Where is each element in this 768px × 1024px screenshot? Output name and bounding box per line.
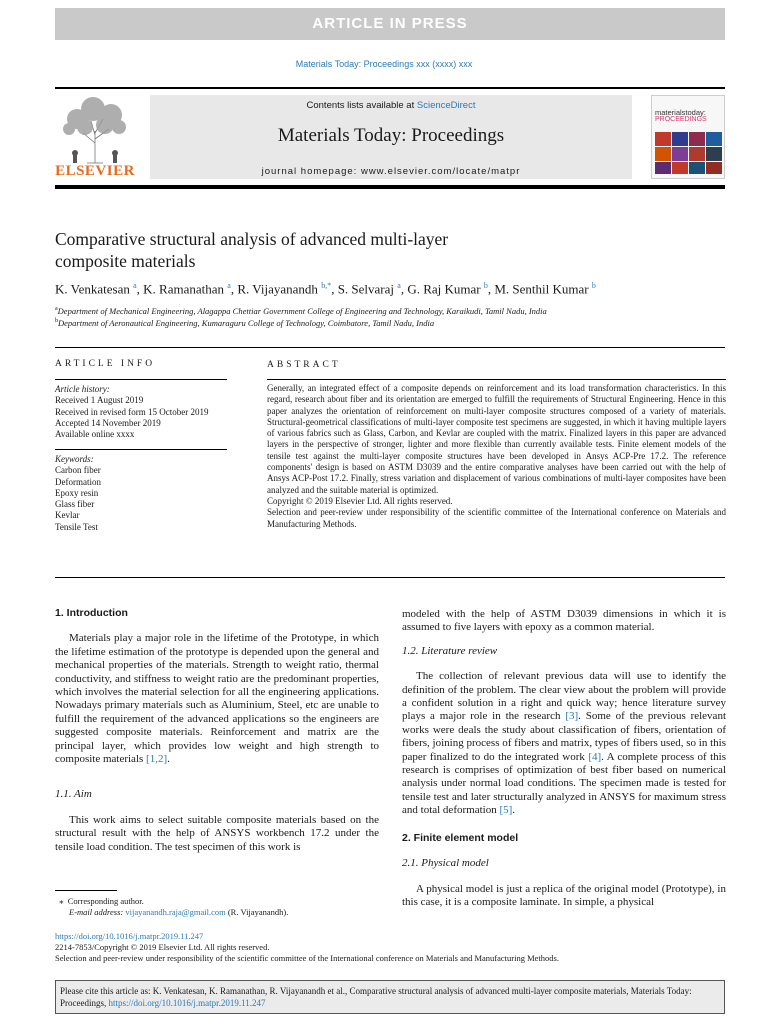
keyword: Tensile Test xyxy=(55,521,98,532)
paper-title-line-2: composite materials xyxy=(55,251,196,271)
citation-link[interactable]: [1,2] xyxy=(146,753,168,766)
lit-text: . Some of the previous relevant works were deals the study about classification of fibers, orientation of fibers, joining process of fibers and matrix, types of fibers used, so in this paper finalized to do the integrated work xyxy=(402,710,727,763)
section-heading-physical-model: 2.1. Physical model xyxy=(402,857,489,870)
keyword: Epoxy resin xyxy=(55,487,99,498)
citation-link[interactable]: [4] xyxy=(588,750,602,763)
abstract-text: Generally, an integrated effect of a composite depends on reinforcement and its load transformation characteristics. In this regard, research about fiber and its orientation are emerged to fulfill the requirements of Structural Engineering. Hence in this paper analyzes the orientation of reinforcement on multi-layer composite structures composed of a variety of materials. Structural-geometrical classifications of multi-layer composite test specimens are suggested, in which it having multiple layers of various fabrics such as Glass, Carbon, and Kevlar are coupled with the matrix. Finalized layers in this paper are advanced layers in the perspective of stronger, lighter and more flexible than currently available tests. Finite element models of the tensile test against the multi-layer composite structures have been developed in Ansys ACP-Pre 17.2. The reference components' design is based on ASTM D3039 and the entire comparative analyses have been carried out with the help of Ansys ACP-Post 17.2. Finally, stress variation and displacement of various combinations of multi-layer composites have been analyzed and the suitable material is optimized. xyxy=(267,383,726,495)
affiliation-text: Department of Aeronautical Engineering, Kumaraguru College of Technology, Coimbatore, Tamil Nadu, India xyxy=(58,318,435,328)
email-link[interactable]: vijayanandh.raja@gmail.com xyxy=(125,907,226,917)
citation-text: Please cite this article as: K. Venkatesan, K. Ramanathan, R. Vijayanandh et al., Comparative structural analysis of advanced multi-layer composite materials, Materials Today: Proceedings, xyxy=(60,986,692,1008)
author-affil-mark[interactable]: b xyxy=(591,281,596,290)
author[interactable]: R. Vijayanandh xyxy=(237,281,318,297)
section-heading-fem: 2. Finite element model xyxy=(402,831,519,844)
author-affil-mark[interactable]: b xyxy=(483,281,488,290)
author[interactable]: K. Venkatesan xyxy=(55,281,130,297)
section-heading-aim: 1.1. Aim xyxy=(55,788,92,801)
paper-title xyxy=(55,228,615,272)
article-history xyxy=(55,384,227,440)
cover-mosaic-icon xyxy=(652,96,725,179)
doi-line xyxy=(55,931,725,941)
author-affil-mark[interactable]: b,* xyxy=(321,281,332,290)
affiliation-mark: b xyxy=(55,318,58,325)
sciencedirect-link[interactable]: ScienceDirect xyxy=(416,100,476,111)
author-affil-mark[interactable]: a xyxy=(397,281,401,290)
masthead-center-panel xyxy=(150,95,632,179)
keywords-rule xyxy=(55,449,227,450)
affiliation-text: Department of Mechanical Engineering, Alagappa Chettiar Government College of Engineering and Technology, Karaikudi, Tamil Nadu, India xyxy=(57,306,547,316)
journal-cover-thumbnail[interactable] xyxy=(651,95,725,179)
journal-reference-link[interactable]: Materials Today: Proceedings xxx (xxxx) xxx xyxy=(295,59,473,69)
citation-link[interactable]: [3] xyxy=(565,710,579,723)
email-label: E-mail address: xyxy=(69,907,126,917)
masthead xyxy=(55,89,725,185)
history-item: Received 1 August 2019 xyxy=(55,395,144,406)
affiliation-a xyxy=(55,306,725,316)
cover-wordmark-1: materialstoday: xyxy=(655,108,706,117)
article-in-press-banner: ARTICLE IN PRESS xyxy=(55,8,725,40)
author-affil-mark[interactable]: a xyxy=(133,281,137,290)
left-column xyxy=(55,607,379,854)
email-owner: (R. Vijayanandh). xyxy=(225,907,289,917)
affiliation-b xyxy=(55,318,725,328)
keyword: Kevlar xyxy=(55,510,80,521)
history-item: Available online xxxx xyxy=(55,429,135,440)
author[interactable]: G. Raj Kumar xyxy=(407,281,481,297)
front-matter-end-rule xyxy=(55,577,725,578)
history-item: Accepted 14 November 2019 xyxy=(55,417,161,428)
lit-text: The collection of relevant previous data will use to identify the definition of the problem. The clear view about the problem will provide a confident solution in a right and quick way; hence literature survey plays a major role in the research xyxy=(402,670,726,723)
masthead-bottom-rule xyxy=(55,185,725,189)
citation-box xyxy=(55,980,725,1014)
intro-paragraph: Materials play a major role in the lifetime of the Prototype, in which the lifetime estimation of the prototype is depended upon the general and mechanical properties of the materials. Strength to weight ratio, thermal conductivity, and stiffness to weight ratio are the predominant properties, which involves the material selection for all the engineering applications. Nowadays primary materials such as Aluminium, Steel, etc are unable to fulfill the requirement of the advanced applications so the engineers are suggested composite materials. Reinforcement and matrix are the principal layer, which provides low weight and high strength to composite materials [1,2]. xyxy=(55,632,379,766)
history-item: Received in revised form 15 October 2019 xyxy=(55,406,209,417)
asterisk-mark: ⁎ xyxy=(55,896,68,906)
tree-icon xyxy=(55,93,135,165)
keywords xyxy=(55,454,227,533)
section-heading-literature-review: 1.2. Literature review xyxy=(402,644,498,657)
doi-link[interactable]: https://doi.org/10.1016/j.matpr.2019.11.247 xyxy=(55,931,204,941)
contents-prefix: Contents lists available at xyxy=(306,100,417,111)
aim-paragraph: This work aims to select suitable composite materials based on the structural result with the help of ANSYS workbench 17.2 under the tensile load condition. The test specimen of this work is xyxy=(55,813,379,853)
abstract-heading: ABSTRACT xyxy=(267,360,341,370)
cover-wordmark-2: PROCEEDINGS xyxy=(655,116,707,123)
author-list: K. Venkatesan $^a$, K. Ramanathan $^a$, R. Vijayanandh $^{b,*}$, S. Selvaraj $^a$, G. Raj Kumar $^b$, M. Senthil Kumar $^b$ xyxy=(55,281,596,297)
keyword: Glass fiber xyxy=(55,499,95,510)
abstract-copyright: Copyright © 2019 Elsevier Ltd. All rights reserved. xyxy=(267,495,453,506)
continued-paragraph: modeled with the help of ASTM D3039 dimensions in which it is assumed to five layers with epoxy as a common material. xyxy=(402,608,726,634)
email-note xyxy=(69,907,469,918)
journal-title: Materials Today: Proceedings xyxy=(277,125,505,146)
citation-doi-link[interactable]: https://doi.org/10.1016/j.matpr.2019.11.247 xyxy=(108,998,266,1008)
article-info-rule xyxy=(55,379,227,380)
corresponding-author-note xyxy=(55,896,455,907)
author[interactable]: K. Ramanathan xyxy=(143,281,225,297)
literature-paragraph xyxy=(402,670,726,817)
lit-text: . xyxy=(512,804,516,817)
article-info-heading: ARTICLE INFO xyxy=(55,359,156,369)
right-column xyxy=(402,608,726,909)
author-affil-mark[interactable]: a xyxy=(227,281,231,290)
peer-review-line: Selection and peer-review under responsibility of the scientific committee of the International conference on Materials and Manufacturing Methods. xyxy=(55,953,559,963)
abstract-rule xyxy=(267,379,726,380)
author[interactable]: M. Senthil Kumar xyxy=(494,281,589,297)
section-heading-introduction: 1. Introduction xyxy=(55,607,128,619)
author[interactable]: S. Selvaraj xyxy=(337,281,395,297)
elsevier-wordmark: ELSEVIER xyxy=(55,163,135,179)
corresponding-label: Corresponding author. xyxy=(67,896,144,906)
keyword: Carbon fiber xyxy=(55,465,101,476)
intro-text: Materials play a major role in the lifetime of the Prototype, in which the lifetime estimation of the prototype is depended upon the general and mechanical properties of the materials. Strength to weight ratio, thermal conductivity, and stiffness to weight ratio are the predominant properties, which involves the material selection for all the engineering applications. Nowadays primary materials such as Aluminium, Steel, etc are unable to fulfill the requirement of the advanced applications so the engineers are suggested composite materials. Reinforcement and matrix are the principal layer, which provides low weight and high strength to composite materials xyxy=(55,632,379,766)
affiliation-mark: a xyxy=(55,306,58,313)
abstract-peer-review: Selection and peer-review under responsibility of the scientific committee of the International conference on Materials and Manufacturing Methods. xyxy=(267,507,726,529)
history-label: Article history: xyxy=(55,384,110,394)
keywords-label: Keywords: xyxy=(55,454,94,464)
physical-model-paragraph: A physical model is just a replica of the original model (Prototype), in this case, it is a composite laminate. In simple, a physical xyxy=(402,882,726,908)
citation-link[interactable]: [5] xyxy=(499,804,513,817)
lit-text: . A complete process of this research is comprises of optimization of best fiber based on numerical analysis under normal load conditions. The specimen made is tested for tensile test and later structurally analyzed in ANSYS for maximum stress and total deformation xyxy=(402,750,726,817)
journal-homepage[interactable]: journal homepage: www.elsevier.com/locate/matpr xyxy=(261,166,521,177)
footnote-rule xyxy=(55,890,117,891)
issn-line: 2214-7853/Copyright © 2019 Elsevier Ltd. All rights reserved. xyxy=(55,942,270,952)
abstract-body xyxy=(267,383,726,530)
keyword: Deformation xyxy=(55,476,101,487)
paper-title-line-1: Comparative structural analysis of advanced multi-layer xyxy=(55,229,449,249)
front-matter-rule xyxy=(55,347,725,348)
contents-line xyxy=(150,100,632,111)
